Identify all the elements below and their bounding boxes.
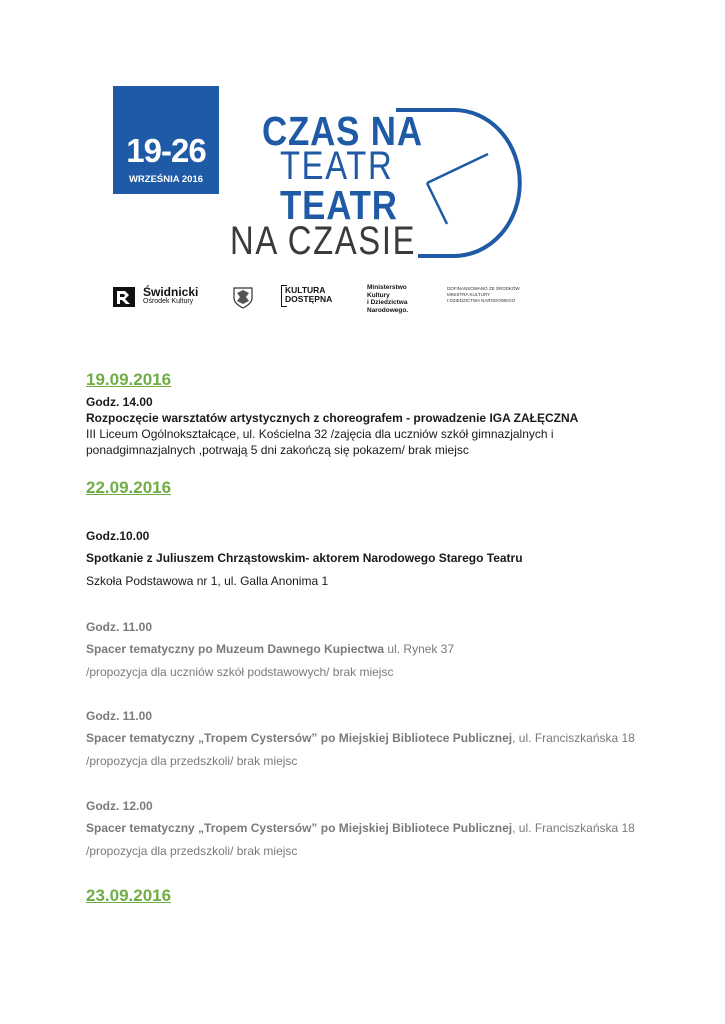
ministry-line-2: Kultury bbox=[367, 291, 390, 299]
swidnicki-subtitle: Ośrodek Kultury bbox=[143, 298, 194, 305]
event-title-row bbox=[86, 821, 635, 836]
title-line-3: TEATR bbox=[280, 182, 398, 228]
festival-logo-title bbox=[226, 104, 526, 264]
day-heading-19: 19.09.2016 bbox=[86, 370, 172, 389]
swidnicki-logo-icon bbox=[113, 287, 135, 307]
festival-date-badge bbox=[113, 86, 219, 194]
event-location: Szkoła Podstawowa nr 1, ul. Galla Anonima 1 bbox=[86, 574, 329, 588]
kultura-line-1: KULTURA bbox=[285, 285, 326, 295]
event-time: Godz. 12.00 bbox=[86, 799, 153, 813]
event-time: Godz.10.00 bbox=[86, 529, 150, 543]
swidnicki-name: Świdnicki bbox=[143, 285, 199, 299]
day1-event-title: Rozpoczęcie warsztatów artystycznych z choreografem - prowadzenie IGA ZAŁĘCZNA bbox=[86, 411, 579, 425]
event-title: Spacer tematyczny „Tropem Cystersów” po Miejskiej Bibliotece Publicznej bbox=[86, 821, 513, 835]
ministry-line-1: Ministerstwo bbox=[367, 284, 407, 291]
funding-line-3: I DZIEDZICTWA NARODOWEGO bbox=[447, 298, 516, 303]
event-location: , ul. Franciszkańska 18 bbox=[512, 731, 635, 745]
title-line-4: NA CZASIE bbox=[230, 219, 417, 263]
day1-details-line-2: ponadgimnazjalnych ,potrwają 5 dni zakończą się pokazem/ brak miejsc bbox=[86, 443, 469, 457]
title-line-2: TEATR bbox=[280, 144, 394, 188]
funding-note bbox=[447, 286, 520, 304]
event-location: ul. Rynek 37 bbox=[384, 642, 455, 656]
event-location: , ul. Franciszkańska 18 bbox=[512, 821, 635, 835]
ministry-logo bbox=[367, 284, 408, 314]
ministry-line-4: Narodowego. bbox=[367, 306, 409, 314]
event-title-row bbox=[86, 642, 454, 657]
funding-line-1: DOFINANSOWANO ZE ŚRODKÓW bbox=[447, 286, 520, 291]
day-heading-22: 22.09.2016 bbox=[86, 478, 172, 497]
event-time: Godz. 11.00 bbox=[86, 620, 153, 634]
day1-details-line-1: III Liceum Ogólnokształcące, ul. Kościelna 32 /zajęcia dla uczniów szkół gimnazjalnych i bbox=[86, 427, 554, 441]
funding-line-2: MINISTRA KULTURY bbox=[447, 292, 491, 297]
event-title: Spacer tematyczny po Muzeum Dawnego Kupiectwa bbox=[86, 642, 385, 656]
sponsor-logos bbox=[113, 283, 533, 313]
event-note: /propozycja dla uczniów szkół podstawowych/ brak miejsc bbox=[86, 665, 394, 679]
event-title: Spacer tematyczny „Tropem Cystersów” po Miejskiej Bibliotece Publicznej bbox=[86, 731, 513, 745]
city-crest-icon bbox=[231, 285, 255, 309]
date-month: WRZEŚNIA 2016 bbox=[128, 174, 204, 185]
ministry-line-3: i Dziedzictwa bbox=[367, 299, 408, 306]
event-note: /propozycja dla przedszkoli/ brak miejsc bbox=[86, 754, 298, 768]
event-title-row bbox=[86, 731, 635, 746]
day-heading-23: 23.09.2016 bbox=[86, 886, 172, 905]
date-range: 19-26 bbox=[126, 132, 206, 169]
title-line-1: CZAS NA bbox=[262, 108, 423, 154]
kultura-line-2: DOSTĘPNA bbox=[285, 294, 333, 304]
day1-time: Godz. 14.00 bbox=[86, 395, 153, 409]
event-note: /propozycja dla przedszkoli/ brak miejsc bbox=[86, 844, 298, 858]
event-title: Spotkanie z Juliuszem Chrząstowskim- aktorem Narodowego Starego Teatru bbox=[86, 551, 523, 565]
kultura-dostepna-logo bbox=[285, 286, 332, 304]
event-time: Godz. 11.00 bbox=[86, 709, 153, 723]
